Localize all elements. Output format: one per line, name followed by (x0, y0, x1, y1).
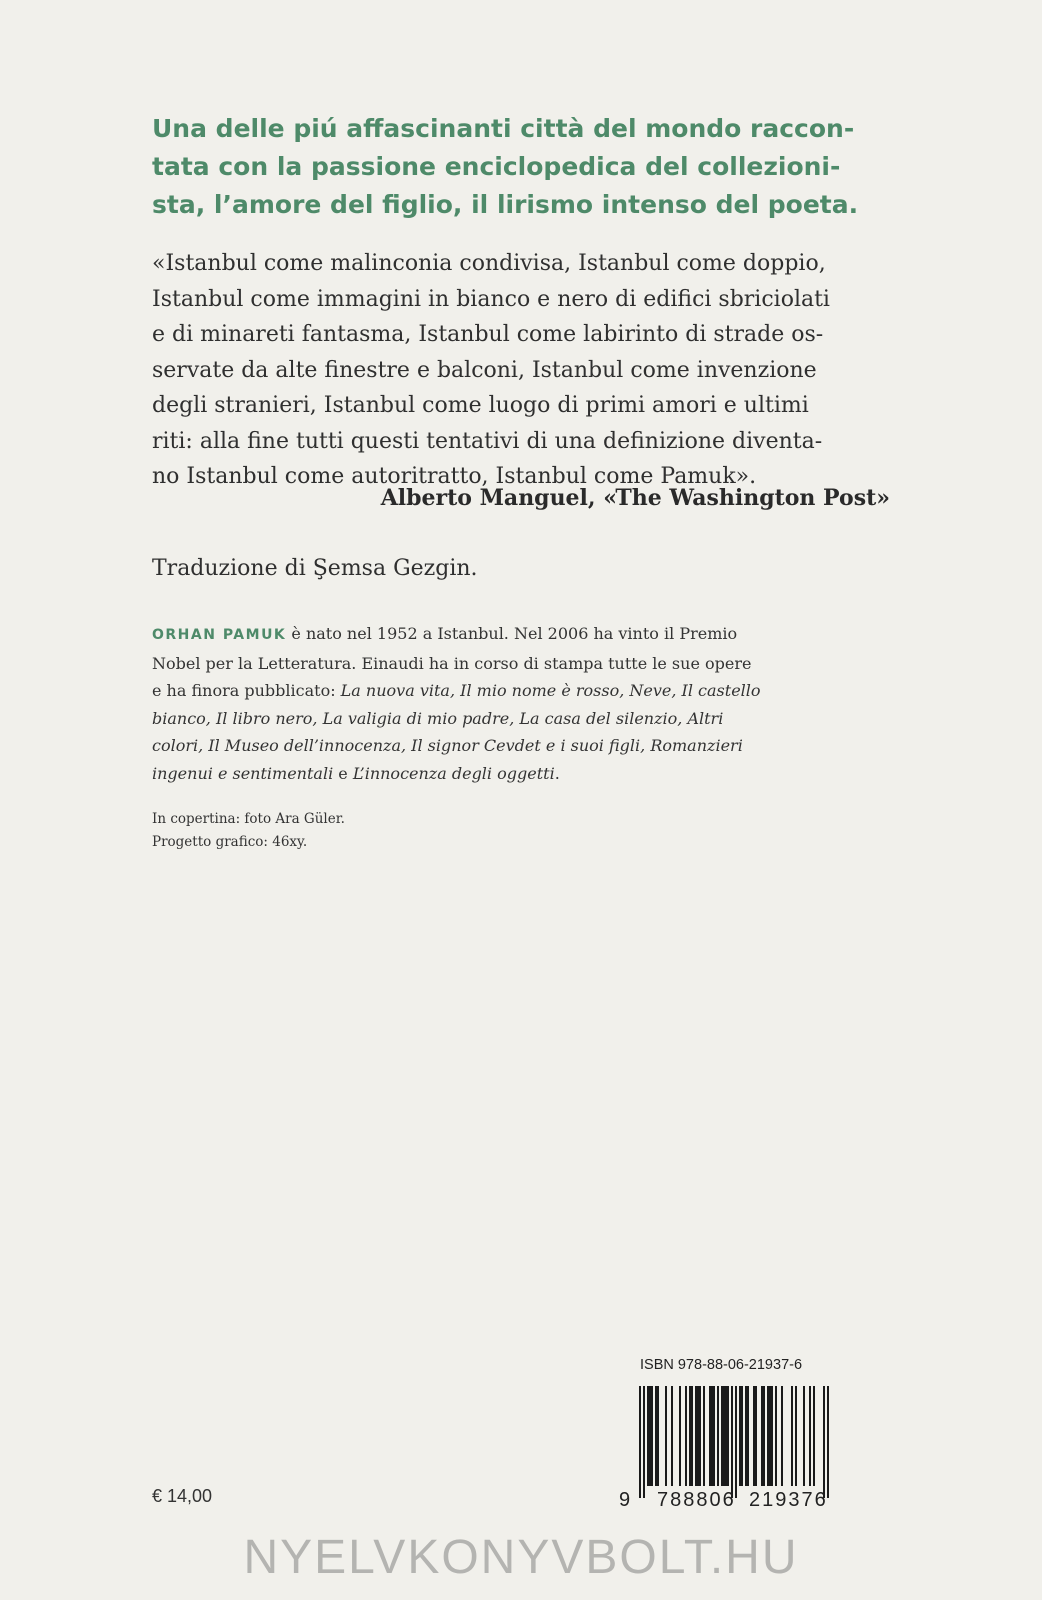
book-titles: bianco, Il libro nero, La valigia di mio padre, La casa del silenzio, Altri (152, 708, 724, 728)
isbn-label: ISBN 978-88-06-21937-6 (640, 1357, 803, 1373)
barcode-bar (823, 1386, 825, 1498)
cover-photo-credit: In copertina: foto Ara Güler. (152, 811, 345, 827)
translator-credit: Traduzione di Şemsa Gezgin. (152, 556, 478, 581)
tagline-line: sta, l’amore del figlio, il lirismo intenso del poeta. (152, 190, 859, 219)
barcode-bar (697, 1386, 699, 1486)
barcode-bar (713, 1386, 715, 1486)
graphic-design-credit: Progetto grafico: 46xy. (152, 834, 308, 850)
tagline-line: tata con la passione enciclopedica del collezioni- (152, 152, 841, 181)
barcode-bar (649, 1386, 651, 1486)
barcode-bar (747, 1386, 749, 1486)
barcode-bar (647, 1386, 649, 1486)
barcode-bar (665, 1386, 667, 1486)
barcode-bar (711, 1386, 713, 1486)
barcode-bar (775, 1386, 777, 1486)
barcode-bar (735, 1386, 737, 1498)
quote-line: servate da alte finestre e balconi, Istanbul come invenzione (152, 357, 817, 383)
barcode-bar (741, 1386, 743, 1486)
quote-line: «Istanbul come malinconia condivisa, Istanbul come doppio, (152, 251, 826, 276)
barcode-digits: 219376 (749, 1489, 828, 1511)
barcode-bar (695, 1386, 697, 1486)
barcode-digits: 788806 (657, 1489, 736, 1511)
quote-attribution: Alberto Manguel, «The Washington Post» (380, 485, 890, 511)
barcode-bar (709, 1386, 711, 1486)
barcode-bar (767, 1386, 769, 1486)
barcode-bar (771, 1386, 773, 1486)
tagline (152, 110, 892, 224)
barcode-bar (755, 1386, 757, 1486)
quote-line: riti: alla fine tutti questi tentativi di una definizione diventa- (152, 428, 823, 454)
barcode-bar (769, 1386, 771, 1486)
isbn-barcode (613, 1384, 853, 1512)
barcode-bar (643, 1386, 645, 1498)
bio-line: ingenui e sentimentali e L’innocenza degli oggetti. (152, 763, 560, 783)
barcode-bar (691, 1386, 693, 1486)
quote-line: Istanbul come immagini in bianco e nero di edifici sbriciolati (152, 286, 830, 312)
barcode-digits: 9 (619, 1489, 631, 1511)
barcode-bar (795, 1386, 797, 1486)
barcode-bar (781, 1386, 783, 1486)
barcode-bar (657, 1386, 659, 1486)
book-title: L’innocenza degli oggetti (352, 763, 555, 783)
barcode-bar (745, 1386, 747, 1486)
book-title: ingenui e sentimentali (152, 763, 334, 783)
barcode-bar (703, 1386, 705, 1486)
barcode-bar (671, 1386, 673, 1486)
barcode-bar (753, 1386, 755, 1486)
barcode-bar (739, 1386, 741, 1486)
barcode-bar (731, 1386, 733, 1498)
bio-line: ORHAN PAMUK è nato nel 1952 a Istanbul. Nel 2006 ha vinto il Premio (152, 624, 738, 643)
barcode-bar (689, 1386, 691, 1486)
barcode-bar (725, 1386, 727, 1486)
review-quote (152, 246, 892, 495)
barcode-bar (727, 1386, 729, 1486)
bio-line: e ha finora pubblicato: La nuova vita, Il mio nome è rosso, Neve, Il castello (152, 681, 761, 700)
quote-line: no Istanbul come autoritratto, Istanbul come Pamuk». (152, 464, 757, 489)
barcode-bar (791, 1386, 793, 1486)
author-bio (152, 620, 892, 787)
barcode-bar (809, 1386, 811, 1486)
barcode-bar (763, 1386, 765, 1486)
quote-line: e di minareti fantasma, Istanbul come labirinto di strade os- (152, 322, 824, 347)
barcode-bar (721, 1386, 723, 1486)
bio-line: Nobel per la Letteratura. Einaudi ha in corso di stampa tutte le sue opere (152, 653, 752, 673)
barcode-bar (761, 1386, 763, 1486)
barcode-bar (827, 1386, 829, 1498)
barcode-bar (803, 1386, 805, 1486)
barcode-bar (655, 1386, 657, 1486)
cover-credits (152, 808, 345, 854)
watermark: NYELVKONYVBOLT.HU (243, 1531, 799, 1584)
price: € 14,00 (152, 1486, 213, 1506)
quote-line: degli stranieri, Istanbul come luogo di primi amori e ultimi (152, 393, 809, 418)
barcode-bar (723, 1386, 725, 1486)
barcode-bar (699, 1386, 701, 1486)
barcode-bar (679, 1386, 681, 1486)
barcode-bar (813, 1386, 815, 1486)
barcode-bar (717, 1386, 719, 1486)
tagline-line: Una delle piú affascinanti città del mondo raccon- (152, 114, 855, 143)
author-name: ORHAN PAMUK (152, 627, 287, 643)
barcode-bar (685, 1386, 687, 1486)
book-titles: La nuova vita, Il mio nome è rosso, Neve, Il castello (340, 681, 761, 700)
book-titles: colori, Il Museo dell’innocenza, Il signor Cevdet e i suoi figli, Romanzieri (152, 736, 743, 755)
barcode-bar (651, 1386, 653, 1486)
barcode-bar (639, 1386, 641, 1498)
